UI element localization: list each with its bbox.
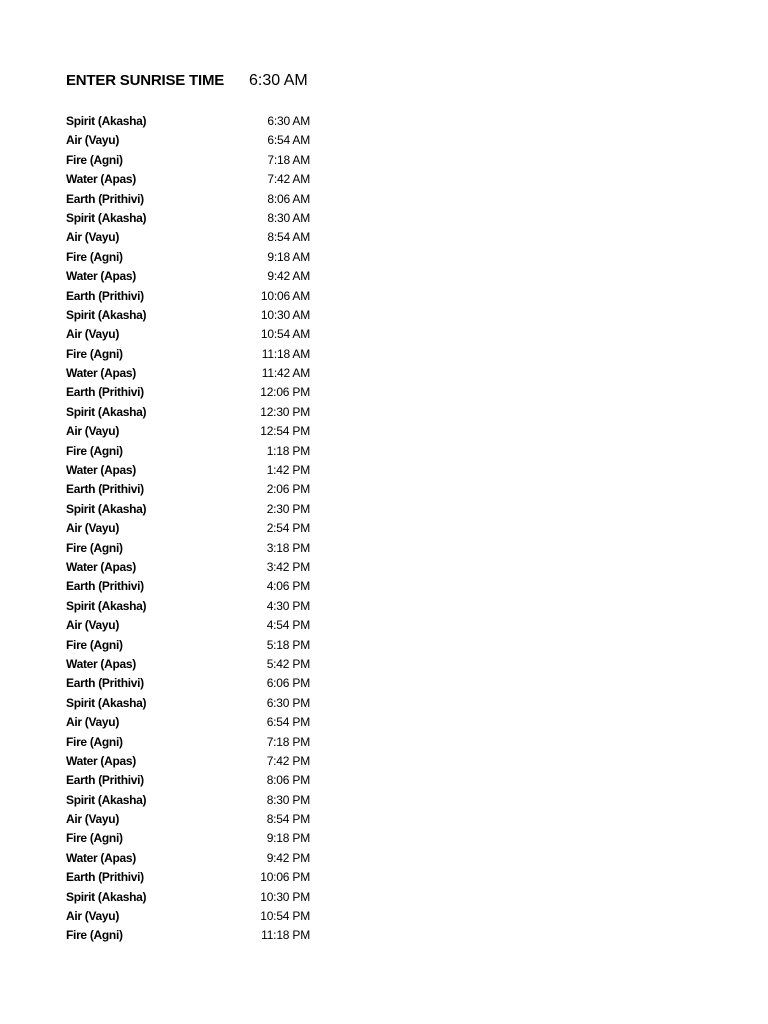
table-row: [66, 868, 316, 887]
element-time: 10:54 PM: [260, 909, 310, 924]
table-row: [66, 190, 316, 209]
element-time: 6:30 AM: [267, 114, 310, 128]
sunrise-time-value[interactable]: 6:30 AM: [249, 72, 308, 89]
element-name: Spirit (Akasha): [66, 695, 147, 710]
element-name: Spirit (Akasha): [66, 501, 147, 516]
element-name: Fire (Agni): [66, 928, 123, 943]
table-row: [66, 364, 316, 383]
element-name: Air (Vayu): [66, 230, 120, 245]
element-time: 11:18 AM: [261, 346, 310, 361]
table-row: [66, 383, 316, 402]
element-name: Earth (Prithivi): [66, 385, 144, 400]
element-time: 6:30 PM: [266, 695, 310, 710]
table-row: [66, 713, 316, 732]
element-time: 7:18 PM: [266, 734, 310, 749]
element-name: Air (Vayu): [66, 327, 120, 342]
table-row: [66, 209, 316, 228]
table-row: [66, 170, 316, 189]
table-row: [66, 306, 316, 325]
element-time: 6:54 AM: [267, 133, 310, 148]
element-time: 7:18 AM: [267, 152, 310, 167]
element-name: Water (Apas): [66, 656, 136, 671]
element-name: Fire (Agni): [66, 249, 123, 264]
table-row: [66, 228, 316, 247]
element-time: 8:06 AM: [267, 191, 310, 206]
table-row: [66, 694, 316, 713]
element-time: 6:06 PM: [266, 676, 310, 691]
element-name: Spirit (Akasha): [66, 307, 147, 322]
table-row: [66, 151, 316, 170]
table-row: [66, 674, 316, 693]
element-name: Earth (Prithivi): [66, 870, 144, 885]
element-time: 8:30 AM: [267, 210, 310, 225]
table-row: [66, 616, 316, 635]
element-time: 9:42 PM: [266, 850, 310, 865]
element-time: 2:54 PM: [266, 521, 310, 536]
table-row: [66, 442, 316, 461]
table-row: [66, 558, 316, 577]
element-name: Air (Vayu): [66, 909, 120, 924]
tattva-schedule-table: [66, 112, 316, 946]
table-row: [66, 829, 316, 848]
element-time: 5:42 PM: [266, 656, 310, 671]
element-name: Spirit (Akasha): [66, 792, 147, 807]
table-row: [66, 752, 316, 771]
element-name: Air (Vayu): [66, 521, 120, 536]
element-time: 11:18 PM: [261, 928, 310, 943]
element-time: 4:06 PM: [266, 579, 310, 594]
table-row: [66, 597, 316, 616]
table-row: [66, 248, 316, 267]
element-name: Spirit (Akasha): [66, 889, 147, 904]
element-time: 9:42 AM: [267, 269, 310, 284]
element-name: Fire (Agni): [66, 540, 123, 555]
element-time: 3:18 PM: [266, 540, 310, 555]
element-time: 9:18 AM: [267, 249, 310, 264]
element-time: 12:54 PM: [260, 424, 310, 439]
element-time: 1:42 PM: [266, 463, 310, 478]
element-name: Spirit (Akasha): [66, 598, 147, 613]
element-name: Earth (Prithivi): [66, 676, 144, 691]
table-row: [66, 131, 316, 150]
element-name: Air (Vayu): [66, 715, 120, 730]
element-time: 8:06 PM: [266, 773, 310, 788]
element-name: Spirit (Akasha): [66, 210, 147, 225]
element-time: 11:42 AM: [261, 366, 310, 381]
element-time: 8:30 PM: [266, 792, 310, 807]
table-row: [66, 422, 316, 441]
table-row: [66, 849, 316, 868]
element-name: Air (Vayu): [66, 424, 120, 439]
element-name: Air (Vayu): [66, 618, 120, 633]
table-row: [66, 733, 316, 752]
element-time: 10:30 AM: [260, 307, 310, 322]
element-name: Water (Apas): [66, 172, 136, 187]
element-time: 3:42 PM: [266, 559, 310, 574]
element-time: 1:18 PM: [266, 443, 310, 458]
element-name: Earth (Prithivi): [66, 579, 144, 594]
element-name: Earth (Prithivi): [66, 191, 144, 206]
table-row: [66, 771, 316, 790]
table-row: [66, 791, 316, 810]
table-row: [66, 810, 316, 829]
element-name: Fire (Agni): [66, 443, 123, 458]
element-name: Spirit (Akasha): [66, 404, 147, 419]
element-time: 10:06 AM: [260, 288, 310, 303]
element-name: Water (Apas): [66, 366, 136, 381]
table-row: [66, 325, 316, 344]
element-name: Air (Vayu): [66, 812, 120, 827]
element-time: 8:54 PM: [266, 812, 310, 827]
table-row: [66, 345, 316, 364]
table-row: [66, 461, 316, 480]
table-row: [66, 926, 316, 945]
element-time: 4:30 PM: [266, 598, 310, 613]
table-row: [66, 287, 316, 306]
table-row: [66, 907, 316, 926]
element-time: 12:30 PM: [260, 404, 310, 419]
element-name: Fire (Agni): [66, 831, 123, 846]
element-time: 10:30 PM: [260, 889, 310, 904]
element-name: Water (Apas): [66, 753, 136, 768]
element-name: Spirit (Akasha): [66, 114, 147, 128]
table-row: [66, 655, 316, 674]
element-time: 7:42 AM: [267, 172, 310, 187]
element-name: Air (Vayu): [66, 133, 120, 148]
table-row: [66, 888, 316, 907]
table-row: [66, 577, 316, 596]
element-time: 7:42 PM: [266, 753, 310, 768]
sunrise-header: [66, 70, 366, 92]
element-name: Water (Apas): [66, 269, 136, 284]
element-name: Fire (Agni): [66, 734, 123, 749]
element-time: 8:54 AM: [267, 230, 310, 245]
element-time: 12:06 PM: [260, 385, 310, 400]
table-row: [66, 480, 316, 499]
element-time: 6:54 PM: [266, 715, 310, 730]
element-time: 9:18 PM: [266, 831, 310, 846]
table-row: [66, 112, 316, 131]
table-row: [66, 636, 316, 655]
sunrise-label: ENTER SUNRISE TIME: [66, 72, 225, 89]
element-name: Earth (Prithivi): [66, 773, 144, 788]
element-time: 5:18 PM: [266, 637, 310, 652]
element-name: Fire (Agni): [66, 637, 123, 652]
element-name: Water (Apas): [66, 559, 136, 574]
element-time: 2:30 PM: [266, 501, 310, 516]
element-name: Fire (Agni): [66, 152, 123, 167]
table-row: [66, 403, 316, 422]
table-row: [66, 500, 316, 519]
table-row: [66, 539, 316, 558]
table-row: [66, 519, 316, 538]
element-time: 10:06 PM: [260, 870, 310, 885]
element-name: Earth (Prithivi): [66, 482, 144, 497]
table-row: [66, 267, 316, 286]
element-time: 2:06 PM: [266, 482, 310, 497]
element-name: Earth (Prithivi): [66, 288, 144, 303]
element-name: Water (Apas): [66, 463, 136, 478]
element-name: Water (Apas): [66, 850, 136, 865]
element-time: 10:54 AM: [260, 327, 310, 342]
element-name: Fire (Agni): [66, 346, 123, 361]
element-time: 4:54 PM: [266, 618, 310, 633]
